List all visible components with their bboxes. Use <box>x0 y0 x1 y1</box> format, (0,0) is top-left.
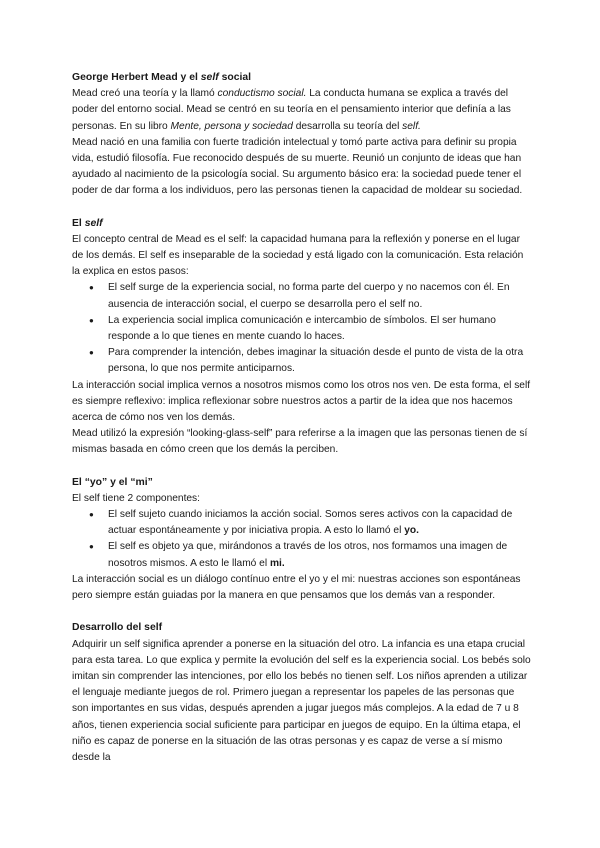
paragraph-reflexive: La interacción social implica vernos a nosotros mismos como los otros nos ven. De esta forma, el self es siempre reflexivo: implica reflexionar sobre nuestros actos a partir de la idea que nos hacemos acerca de cómo nos ven los demás. <box>72 379 531 424</box>
list-item: ● El self surge de la experiencia social, no forma parte del cuerpo y no nacemos con él. En ausencia de interacción social, el cuerpo se desarrolla pero el self no. <box>108 280 532 312</box>
section-heading-self: El self <box>72 217 103 229</box>
paragraph-components-intro: El self tiene 2 componentes: <box>72 492 200 504</box>
section-mead-intro <box>72 70 532 200</box>
section-heading-mead: George Herbert Mead y el self social <box>72 72 252 83</box>
section-self <box>72 216 532 459</box>
paragraph-biography: Mead nació en una familia con fuerte tradición intelectual y tomó parte activa para definir su propia vida, estudió filosofía. Fue reconocido después de su muerte. Reunió un conjunto de ideas que han ayudado al nacimiento de la psicología social. Su argumento básico era: la sociedad puede tener el poder de dar forma a los individuos, pero las personas tienen la capacidad de moldear su sociedad. <box>72 136 523 197</box>
document-page <box>72 70 532 766</box>
paragraph-conductismo: Mead creó una teoría y la llamó conductismo social. La conducta humana se explica a través del poder del entorno social. Mead se centró en su teoría en el pensamiento interior que definía a las personas. En su libro Mente, persona y sociedad desarrolla su teoría del self. <box>72 88 511 132</box>
list-item: ● El self es objeto ya que, mirándonos a través de los otros, nos formamos una imagen de nosotros mismos. A esto le llamó el mi. <box>108 539 532 571</box>
list-item: ● La experiencia social implica comunicación e intercambio de símbolos. El ser humano responde a lo que tienes en mente cuando lo haces. <box>108 313 532 345</box>
section-heading-desarrollo: Desarrollo del self <box>72 622 163 634</box>
list-item: ● El self sujeto cuando iniciamos la acción social. Somos seres activos con la capacidad de actuar espontáneamente y por iniciativa propia. A esto lo llamó el yo. <box>108 507 532 539</box>
paragraph-self-concept: El concepto central de Mead es el self: la capacidad humana para la reflexión y ponerse en el lugar de los demás. El self es inseparable de la sociedad y está ligado con la comunicación. Esta relación la explica en estos pasos: <box>72 233 524 278</box>
list-item: ● Para comprender la intención, debes imaginar la situación desde el punto de vista de la otra persona, lo que nos permite anticiparnos. <box>108 345 532 377</box>
bullet-list-self-steps <box>72 280 532 377</box>
section-desarrollo <box>72 620 532 766</box>
paragraph-dialogue: La interacción social es un diálogo contínuo entre el yo y el mi: nuestras acciones son espontáneas pero siempre están guiadas por la manera en que pensamos que los demás van a responder. <box>72 573 521 602</box>
paragraph-development: Adquirir un self significa aprender a ponerse en la situación del otro. La infancia es una etapa crucial para esta tarea. Lo que explica y permite la evolución del self es la experiencia social. Los bebés solo imitan sin comprender las intenciones, por ello los bebés no tienen self. Los niños aprenden a utilizar el lenguaje mediante juegos de rol. Primero juegan a representar los papeles de las personas que son importantes en sus vidas, después aprenden a jugar juegos más complejos. A la edad de 7 u 8 años, tienen experiencia social suficiente para participar en juegos de equipo. En la última etapa, el niño es capaz de ponerse en la situación de las otras personas y es capaz de verse a sí mismo desde la <box>72 638 531 763</box>
section-yo-mi <box>72 475 532 605</box>
paragraph-looking-glass: Mead utilizó la expresión “looking-glass-self” para referirse a la imagen que las personas tienen de sí mismas basada en cómo creen que los demás la perciben. <box>72 428 528 456</box>
bullet-list-components <box>72 507 532 572</box>
section-heading-yo-mi: El “yo” y el “mi” <box>72 476 153 488</box>
